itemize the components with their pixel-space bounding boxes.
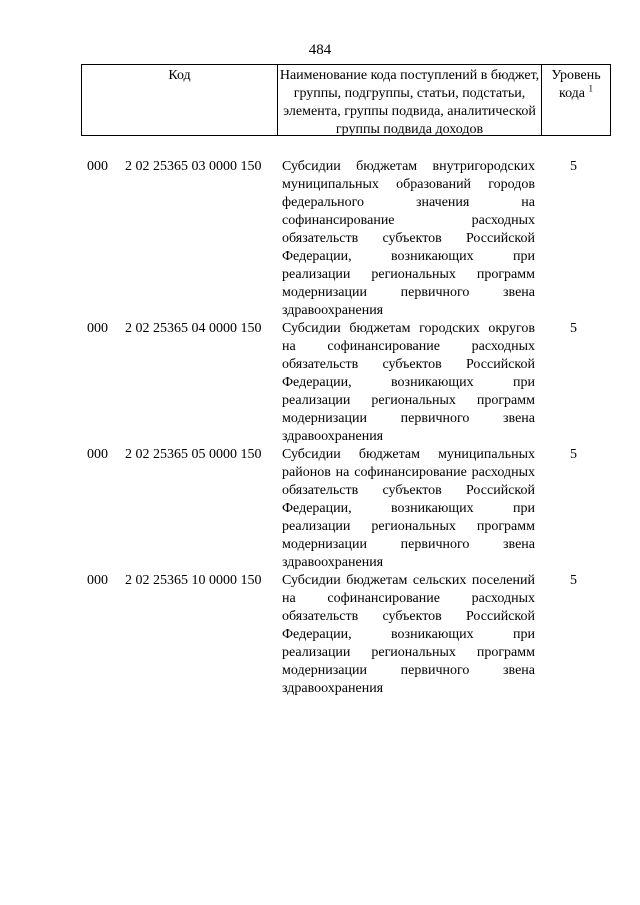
row-level: 5 xyxy=(570,573,577,588)
table-body xyxy=(81,158,611,698)
header-code-label: Код xyxy=(168,68,191,83)
table-row xyxy=(81,446,611,572)
row-admin-code: 000 xyxy=(87,159,108,174)
table-header xyxy=(81,64,611,136)
row-admin-code: 000 xyxy=(87,447,108,462)
header-name xyxy=(278,65,542,135)
header-level-footnote: 1 xyxy=(588,83,594,94)
row-admin-code: 000 xyxy=(87,573,108,588)
row-income-code: 2 02 25365 05 0000 150 xyxy=(125,447,262,462)
header-level xyxy=(542,65,610,135)
row-level: 5 xyxy=(570,321,577,336)
row-level: 5 xyxy=(570,159,577,174)
row-name: Субсидии бюджетам внутригородских муниципальных образований городов федерального значения на софинансирование расходных обязательств субъектов Российской Федерации, возникающих при реализации региональных программ модернизации первичного звена здравоохранения xyxy=(282,159,535,318)
row-level: 5 xyxy=(570,447,577,462)
row-income-code: 2 02 25365 04 0000 150 xyxy=(125,321,262,336)
table-row xyxy=(81,320,611,446)
header-level-label: Уровень кода xyxy=(551,68,601,101)
header-name-label: Наименование кода поступлений в бюджет, группы, подгруппы, статьи, подстатьи, элемента, группы подвида, аналитической группы подвида доходов xyxy=(279,68,540,137)
table-row xyxy=(81,572,611,698)
row-name: Субсидии бюджетам сельских поселений на софинансирование расходных обязательств субъектов Российской Федерации, возникающих при реализации региональных программ модернизации первичного звена здравоохранения xyxy=(282,573,535,696)
row-admin-code: 000 xyxy=(87,321,108,336)
row-name: Субсидии бюджетам городских округов на софинансирование расходных обязательств субъектов Российской Федерации, возникающих при реализации региональных программ модернизации первичного звена здравоохранения xyxy=(282,321,535,444)
header-code xyxy=(82,65,278,135)
table-row xyxy=(81,158,611,320)
page-number: 484 xyxy=(308,42,332,58)
row-name: Субсидии бюджетам муниципальных районов на софинансирование расходных обязательств субъектов Российской Федерации, возникающих при реализации региональных программ модернизации первичного звена здравоохранения xyxy=(282,447,535,570)
row-income-code: 2 02 25365 10 0000 150 xyxy=(125,573,262,588)
row-income-code: 2 02 25365 03 0000 150 xyxy=(125,159,262,174)
